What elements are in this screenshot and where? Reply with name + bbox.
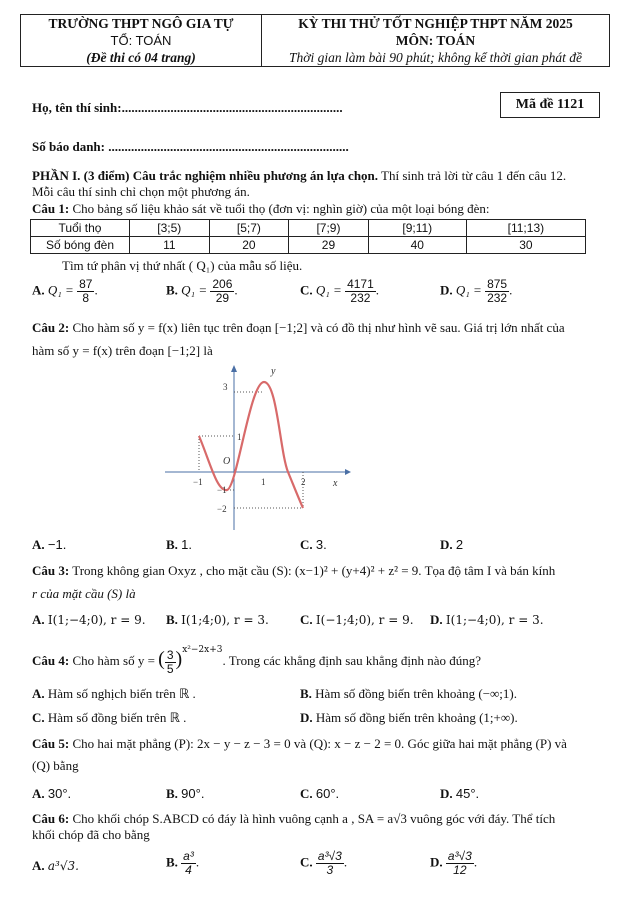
option-value: 60°. bbox=[315, 786, 340, 801]
fraction bbox=[316, 850, 344, 877]
denominator: 5 bbox=[166, 661, 174, 676]
denominator: 8 bbox=[82, 291, 90, 305]
denominator: 232 bbox=[350, 291, 371, 305]
denominator: 29 bbox=[215, 291, 230, 305]
option-letter: B. bbox=[166, 537, 178, 552]
table-cell: [9;11) bbox=[368, 220, 466, 237]
denominator: 232 bbox=[487, 291, 508, 305]
q4-label: Câu 4: bbox=[32, 653, 70, 668]
option-letter: C. bbox=[300, 612, 313, 627]
function-graph bbox=[155, 362, 355, 532]
numerator: 3 bbox=[166, 647, 174, 662]
q6-label: Câu 6: bbox=[32, 811, 70, 826]
option-letter: B. bbox=[300, 686, 312, 701]
student-id-label: Số báo danh: .......................................................................... bbox=[32, 139, 349, 154]
option-value: I(1;−4;0), r = 3. bbox=[445, 613, 544, 627]
fraction bbox=[446, 850, 474, 877]
q5-option-b[interactable] bbox=[166, 786, 204, 802]
table-cell: 20 bbox=[209, 237, 289, 254]
table-cell: 29 bbox=[289, 237, 369, 254]
q2-option-a[interactable] bbox=[32, 537, 66, 553]
part1-instruction2: Mỗi câu thí sinh chỉ chọn một phương án. bbox=[32, 184, 250, 199]
q2-option-b[interactable] bbox=[166, 537, 192, 553]
q2-stem-2: hàm số y = f(x) trên đoạn [−1;2] là bbox=[32, 343, 213, 358]
option-lhs: Q₁ = bbox=[315, 282, 342, 298]
exam-cell bbox=[262, 15, 610, 67]
option-letter: D. bbox=[440, 537, 453, 552]
option-letter: A. bbox=[32, 686, 45, 701]
denominator: 12 bbox=[453, 863, 467, 877]
q1-option-d[interactable]: D. Q₁ = $\frac{875}{232}$ . bbox=[440, 277, 513, 305]
table-cell: [7;9) bbox=[289, 220, 369, 237]
q2-option-c[interactable] bbox=[300, 537, 327, 553]
subject: MÔN: TOÁN bbox=[395, 33, 476, 48]
option-letter: A. bbox=[32, 612, 45, 627]
option-letter: D. bbox=[430, 854, 443, 870]
q6-text: Cho khối chóp S.ABCD có đáy là hình vuông cạnh a , SA = a√3 vuông góc với đáy. Thể tích bbox=[69, 811, 556, 826]
q1-label: Câu 1: bbox=[32, 201, 70, 216]
y-axis-arrow bbox=[231, 365, 237, 372]
option-letter: B. bbox=[166, 612, 178, 627]
numerator: 206 bbox=[212, 277, 233, 291]
q1-option-c[interactable]: C. Q₁ = $\frac{4171}{232}$ . bbox=[300, 277, 380, 305]
option-letter: A. bbox=[32, 537, 45, 552]
option-lhs: Q₁ = bbox=[455, 282, 482, 298]
q3-option-b[interactable] bbox=[166, 612, 269, 628]
q3-option-d[interactable] bbox=[430, 612, 544, 628]
q3-option-a[interactable] bbox=[32, 612, 146, 628]
table-row bbox=[31, 220, 586, 237]
option-value: Hàm số đồng biến trên ℝ . bbox=[47, 710, 187, 725]
option-letter: D. bbox=[430, 612, 443, 627]
numerator: a³ bbox=[183, 849, 194, 863]
option-value: 30°. bbox=[47, 786, 72, 801]
y-axis-label: y bbox=[271, 366, 276, 377]
option-lhs: Q₁ = bbox=[47, 282, 74, 298]
q1-subquestion: Tìm tứ phân vị thứ nhất ( Q₁) của mẫu số liệu. bbox=[62, 258, 303, 273]
department: TỔ: TOÁN bbox=[110, 33, 172, 48]
fraction bbox=[485, 278, 509, 305]
q5-label: Câu 5: bbox=[32, 736, 70, 751]
q1-data-table bbox=[30, 219, 586, 254]
denominator: 3 bbox=[326, 863, 334, 877]
option-letter: C. bbox=[300, 786, 313, 801]
fraction bbox=[345, 278, 376, 305]
table-cell: [11;13) bbox=[466, 220, 585, 237]
option-letter: D. bbox=[300, 710, 313, 725]
table-cell: 11 bbox=[130, 237, 210, 254]
option-letter: B. bbox=[166, 282, 178, 298]
option-letter: A. bbox=[32, 858, 45, 873]
option-value: I(−1;4;0), r = 9. bbox=[315, 613, 414, 627]
row-header: Tuổi thọ bbox=[31, 220, 130, 237]
row-header: Số bóng đèn bbox=[31, 237, 130, 254]
option-value: Hàm số đồng biến trên khoảng (−∞;1). bbox=[315, 686, 517, 701]
y-tick-label: 3 bbox=[223, 382, 228, 392]
exponent: x²−2x+3 bbox=[182, 644, 223, 655]
option-value: 2 bbox=[455, 537, 464, 552]
student-name-label: Họ, tên thí sinh:.................................................................... bbox=[32, 100, 343, 115]
x-tick-label: 1 bbox=[261, 477, 266, 487]
option-value: −1. bbox=[47, 537, 67, 552]
numerator: a³√3 bbox=[317, 849, 342, 863]
option-letter: A. bbox=[32, 282, 45, 298]
q5-option-c[interactable] bbox=[300, 786, 339, 802]
option-value: Hàm số nghịch biến trên ℝ . bbox=[47, 686, 196, 701]
q3-stem-2: r của mặt cầu (S) là bbox=[32, 586, 136, 601]
part1-heading bbox=[32, 168, 566, 184]
q4-option-d[interactable] bbox=[300, 710, 518, 726]
q2-stem bbox=[32, 320, 565, 336]
q4-stem: Câu 4: Cho hàm số y = ( $\frac{3}{5}$ )$^{x^2-2x+3}$. Trong các khẳng định sau khẳng định nào đúng? bbox=[32, 644, 482, 676]
table-cell: [3;5) bbox=[130, 220, 210, 237]
exam-header bbox=[20, 14, 610, 67]
q4-option-b[interactable] bbox=[300, 686, 517, 702]
origin-label: O bbox=[223, 456, 231, 467]
pages-note: (Đề thi có 04 trang) bbox=[86, 50, 196, 65]
option-value: I(1;−4;0), r = 9. bbox=[47, 613, 146, 627]
x-axis-label: x bbox=[333, 478, 338, 489]
numerator: 4171 bbox=[347, 277, 374, 291]
option-letter: B. bbox=[166, 854, 178, 870]
option-value: 3. bbox=[315, 537, 327, 552]
fraction bbox=[210, 278, 234, 305]
table-cell: 30 bbox=[466, 237, 585, 254]
y-tick-label: −1 bbox=[217, 485, 227, 495]
table-cell: [5;7) bbox=[209, 220, 289, 237]
option-letter: C. bbox=[300, 282, 313, 298]
q6-stem-2: khối chóp đã cho bằng bbox=[32, 827, 150, 842]
table-row bbox=[31, 237, 586, 254]
q3-option-c[interactable] bbox=[300, 612, 414, 628]
option-letter: C. bbox=[32, 710, 45, 725]
q3-stem bbox=[32, 563, 555, 579]
q5-stem bbox=[32, 736, 567, 752]
time-note: Thời gian làm bài 90 phút; không kể thời gian phát đề bbox=[288, 50, 582, 65]
option-letter: A. bbox=[32, 786, 45, 801]
q1-stem bbox=[32, 201, 490, 217]
x-axis-arrow bbox=[345, 469, 351, 475]
q1-option-b[interactable]: B. Q₁ = $\frac{206}{29}$ . bbox=[166, 277, 238, 305]
numerator: a³√3 bbox=[447, 849, 472, 863]
option-letter: D. bbox=[440, 282, 453, 298]
q6-option-b[interactable]: B. $\frac{\text{a³}}{4}$ . bbox=[166, 849, 200, 877]
denominator: 4 bbox=[185, 863, 192, 877]
option-value: 45°. bbox=[455, 786, 480, 801]
option-letter: B. bbox=[166, 786, 178, 801]
q5-text: Cho hai mặt phẳng (P): 2x − y − z − 3 = 0 và (Q): x − z − 2 = 0. Góc giữa hai mặt phẳng (P) và bbox=[69, 736, 567, 751]
y-tick-label: −2 bbox=[217, 504, 227, 514]
school-cell bbox=[21, 15, 262, 67]
part1-title: PHẦN I. (3 điểm) Câu trắc nghiệm nhiều phương án lựa chọn. bbox=[32, 168, 379, 183]
q6-option-a[interactable] bbox=[32, 858, 79, 874]
option-value: 1. bbox=[181, 537, 193, 552]
q2-option-d[interactable] bbox=[440, 537, 463, 553]
option-letter: C. bbox=[300, 854, 313, 870]
q6-stem bbox=[32, 811, 555, 827]
table-cell: 40 bbox=[368, 237, 466, 254]
q4-option-c[interactable] bbox=[32, 710, 186, 726]
option-letter: D. bbox=[440, 786, 453, 801]
q6-option-c[interactable]: C. $\frac{\text{a³√3}}{3}$ . bbox=[300, 849, 348, 877]
option-value: 90°. bbox=[181, 786, 205, 801]
q5-option-d[interactable] bbox=[440, 786, 479, 802]
option-letter: C. bbox=[300, 537, 313, 552]
option-value: I(1;4;0), r = 3. bbox=[181, 613, 269, 627]
option-value: Hàm số đồng biến trên khoảng (1;+∞). bbox=[315, 710, 518, 725]
q4-option-a[interactable] bbox=[32, 686, 196, 702]
exam-title: KỲ THI THỬ TỐT NGHIỆP THPT NĂM 2025 bbox=[298, 16, 573, 31]
school-name: TRƯỜNG THPT NGÔ GIA TỰ bbox=[48, 16, 234, 31]
q5-stem-2: (Q) bằng bbox=[32, 758, 79, 773]
q4-text-pre: Cho hàm số y = bbox=[69, 653, 159, 668]
q6-option-d[interactable]: D. $\frac{\text{a³√3}}{12}$ . bbox=[430, 849, 478, 877]
q2-text: Cho hàm số y = f(x) liên tục trên đoạn [−1;2] và có đồ thị như hình vẽ sau. Giá trị lớn nhất của bbox=[69, 320, 565, 335]
q1-option-a[interactable]: A. Q₁ = $\frac{87}{8}$ . bbox=[32, 277, 98, 305]
numerator: 875 bbox=[487, 277, 508, 291]
q4-text-post: . Trong các khẳng định sau khẳng định nào đúng? bbox=[222, 653, 482, 668]
numerator: 87 bbox=[79, 277, 93, 291]
x-tick-label: 2 bbox=[301, 477, 306, 487]
q3-label: Câu 3: bbox=[32, 563, 70, 578]
q3-text: Trong không gian Oxyz , cho mặt cầu (S): (x−1)² + (y+4)² + z² = 9. Tọa độ tâm I và bán kính bbox=[69, 563, 556, 578]
function-curve bbox=[199, 382, 303, 508]
q5-option-a[interactable] bbox=[32, 786, 71, 802]
q2-label: Câu 2: bbox=[32, 320, 70, 335]
x-tick-label: −1 bbox=[193, 477, 203, 487]
exam-code-box: Mã đề 1121 bbox=[500, 92, 600, 118]
q1-text: Cho bảng số liệu khảo sát về tuổi thọ (đơn vị: nghìn giờ) của một loại bóng đèn: bbox=[69, 201, 490, 216]
option-value: a³√3. bbox=[47, 859, 79, 873]
fraction bbox=[165, 649, 176, 676]
part1-instruction: Thí sinh trả lời từ câu 1 đến câu 12. bbox=[378, 168, 567, 183]
y-tick-label: 1 bbox=[237, 432, 242, 442]
option-lhs: Q₁ = bbox=[181, 282, 208, 298]
fraction bbox=[77, 278, 94, 305]
fraction bbox=[181, 850, 196, 877]
